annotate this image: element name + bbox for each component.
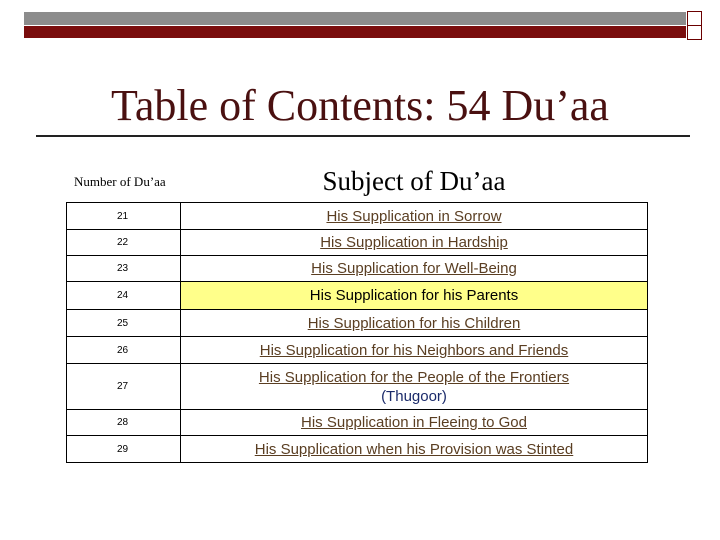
row-subject[interactable] [181, 436, 648, 463]
table-row-highlighted [67, 282, 648, 310]
subject-link[interactable]: His Supplication for his Children [307, 314, 521, 332]
decorative-top-bar [24, 12, 704, 38]
bar-square-bottom [687, 25, 702, 40]
row-subject[interactable] [181, 364, 648, 410]
page-title: Table of Contents: 54 Du’aa [111, 81, 609, 130]
subject-link[interactable]: His Supplication for Well-Being [311, 260, 517, 277]
table-row [67, 256, 648, 282]
row-subject[interactable] [181, 203, 648, 230]
row-subject[interactable] [181, 410, 648, 436]
row-subject-highlighted[interactable] [181, 282, 648, 310]
row-subject[interactable] [181, 230, 648, 256]
row-number: 25 [67, 310, 181, 337]
subject-column-header: Subject of Du’aa [322, 166, 506, 196]
title-divider [36, 135, 690, 137]
subject-link[interactable]: His Supplication for his Parents [309, 287, 519, 304]
row-number: 21 [67, 203, 181, 230]
row-number: 29 [67, 436, 181, 463]
table-row [67, 436, 648, 463]
row-number: 26 [67, 337, 181, 364]
top-bar-gray-band [24, 12, 686, 25]
row-number: 24 [67, 282, 181, 310]
table-row [67, 364, 648, 410]
subject-tail-note: (Thugoor) [381, 387, 447, 405]
subject-link[interactable]: His Supplication in Sorrow [326, 207, 502, 225]
row-subject[interactable] [181, 310, 648, 337]
row-number: 28 [67, 410, 181, 436]
subject-link[interactable]: His Supplication for the People of the Frontiers [258, 368, 570, 386]
table-row [67, 310, 648, 337]
top-bar-red-band [24, 26, 686, 38]
row-number: 22 [67, 230, 181, 256]
subject-link[interactable]: His Supplication for his Neighbors and Friends [259, 341, 569, 359]
number-column-header: Number of Du’aa [74, 174, 166, 189]
row-number: 23 [67, 256, 181, 282]
subject-link[interactable]: His Supplication when his Provision was Stinted [254, 440, 574, 458]
subject-link[interactable]: His Supplication in Hardship [320, 234, 508, 251]
table-row [67, 203, 648, 230]
bar-square-top [687, 11, 702, 26]
table-row [67, 230, 648, 256]
row-subject[interactable] [181, 337, 648, 364]
table-row [67, 337, 648, 364]
table-row [67, 410, 648, 436]
subject-link[interactable]: His Supplication in Fleeing to God [301, 414, 527, 431]
row-number: 27 [67, 364, 181, 410]
row-subject[interactable] [181, 256, 648, 282]
contents-table [66, 202, 648, 463]
